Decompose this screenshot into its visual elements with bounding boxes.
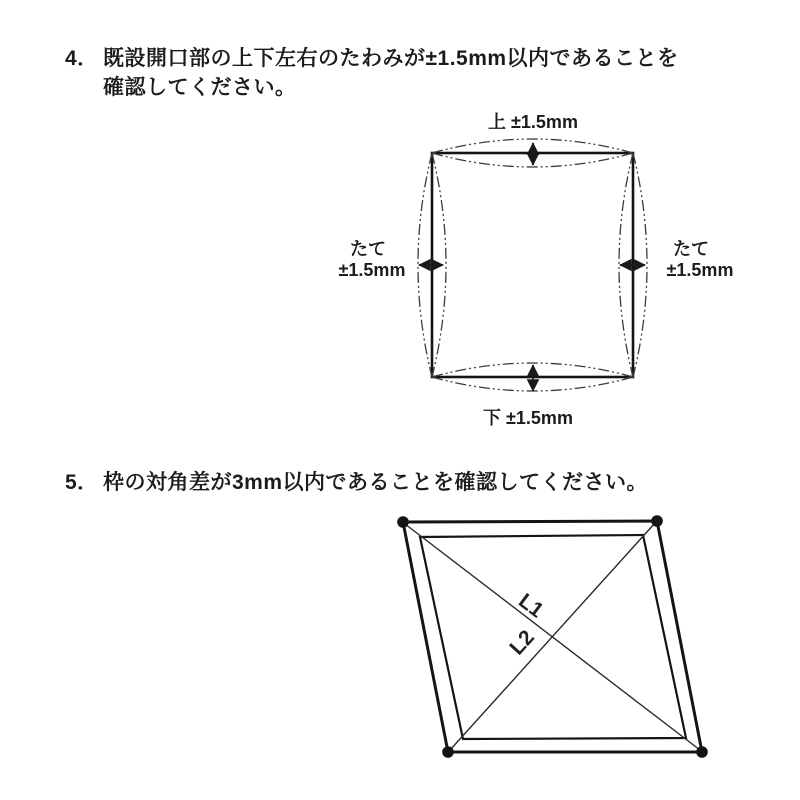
corner-dot-top-right <box>651 515 663 527</box>
diagonal-diagram <box>397 515 708 758</box>
section4-number: 4． <box>65 47 99 70</box>
corner-dot-bottom-left <box>442 746 454 758</box>
corner-dot-top-left <box>397 516 409 528</box>
diagonal-l1-label: L1 <box>514 589 548 623</box>
section5-text: 枠の対角差が3mm以内であることを確認してください。 <box>103 471 649 494</box>
top-tolerance-label: 上 ±1.5mm <box>488 112 578 132</box>
right-tolerance-label-line1: たて <box>673 239 709 259</box>
section4-line2: 確認してください。 <box>103 76 297 99</box>
corner-dot-bottom-right <box>696 746 708 758</box>
right-tolerance-label-line2: ±1.5mm <box>666 260 734 280</box>
section5-number: 5． <box>65 471 99 494</box>
left-tolerance-label-line2: ±1.5mm <box>338 260 406 280</box>
section4-line1: 既設開口部の上下左右のたわみが±1.5mm以内であることを <box>103 47 679 70</box>
diagonal-l2-line <box>450 523 655 750</box>
deflection-diagram <box>339 111 734 428</box>
diagonal-l2-label: L2 <box>505 625 539 660</box>
bottom-tolerance-label: 下 ±1.5mm <box>483 408 573 428</box>
left-tolerance-label-line1: たて <box>350 239 386 259</box>
opening-square <box>432 153 633 377</box>
